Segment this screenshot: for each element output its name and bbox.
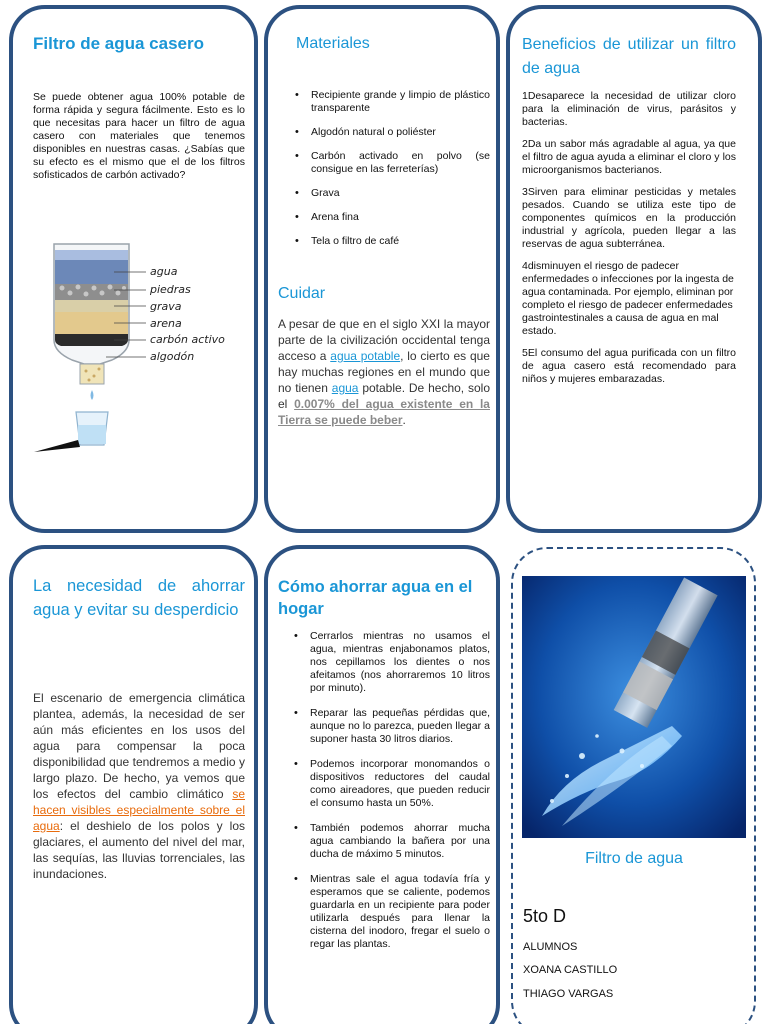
benefit-item: 1Desaparece la necesidad de utilizar cloro para la eliminación de virus, parásitos y bacterias. xyxy=(522,90,736,128)
link-efectos-agua[interactable]: se hacen visibles especialmente sobre el agua xyxy=(33,787,245,833)
tips-list xyxy=(286,630,490,951)
panel4-title: La necesidad de ahorrar agua y evitar su desperdicio xyxy=(33,577,245,619)
link-agua-potable[interactable]: agua potable xyxy=(330,349,401,363)
panel-materiales xyxy=(264,5,500,533)
benefit-item: 3Sirven para eliminar pesticidas y metales pesados. Cuando se utiliza este tipo de componentes químicos en la producción industrial y agrícola, pueden llegar a las reservas de agua subterránea. xyxy=(522,186,736,250)
panel5-title: Cómo ahorrar agua en el hogar xyxy=(278,578,473,618)
benefit-item: 5El consumo del agua purificada con un filtro de agua casero está recomendado para niños y mujeres embarazadas. xyxy=(522,347,736,385)
list-item: • Recipiente grande y limpio de plástico transparente xyxy=(287,89,490,115)
panel4-text-part: El escenario de emergencia climática plantea, además, la necesidad de ser aún más eficientes en los usos del agua para compensar la poca disponibilidad que tendremos a medio y largo plazo. De hecho, ya vemos que los efectos del cambio climático xyxy=(33,691,245,801)
care-text xyxy=(278,316,490,428)
link-agua[interactable]: agua xyxy=(331,381,359,395)
link-porcentaje-agua[interactable]: 0.007% del agua existente en la Tierra se puede beber xyxy=(278,397,490,427)
panel1-title: Filtro de agua casero xyxy=(33,34,204,53)
filter-bottle-illustration xyxy=(34,240,244,455)
filter-diagram xyxy=(34,240,244,455)
list-item: • Carbón activado en polvo (se consigue en las ferreterías) xyxy=(287,150,490,176)
list-item: • También podemos ahorrar mucha agua cambiando la bañera por una ducha de máximo 5 minutos. xyxy=(286,822,490,861)
list-item: • Grava xyxy=(287,187,490,200)
list-item: • Algodón natural o poliéster xyxy=(287,126,490,139)
label-carbon-activo: carbón activo xyxy=(150,333,225,346)
care-text-part: , lo cierto es que hay muchas regiones en el mundo que no tienen xyxy=(278,349,490,395)
care-text-part: potable. De hecho, solo el xyxy=(278,381,490,411)
label-piedras: piedras xyxy=(150,283,191,296)
panel4-text-part: : el deshielo de los polos y los glaciares, el aumento del nivel del mar, las sequías, las lluvias torrenciales, las inundaciones. xyxy=(33,819,245,881)
materials-list xyxy=(287,89,490,248)
cover-title: Filtro de agua xyxy=(585,850,683,867)
water-filter-photo xyxy=(522,576,746,838)
care-title: Cuidar xyxy=(278,285,326,302)
student-name: THIAGO VARGAS xyxy=(523,988,614,1000)
list-item: • Tela o filtro de café xyxy=(287,235,490,248)
list-item: • Cerrarlos mientras no usamos el agua, mientras enjabonamos platos, nos cepillamos los dientes o nos afeitamos (nos ahorraremos 10 litros por minuto). xyxy=(286,630,490,695)
label-arena: arena xyxy=(150,317,182,330)
benefit-item: 2Da un sabor más agradable al agua, ya que el filtro de agua ayuda a eliminar el cloro y los microorganismos bacterianos. xyxy=(522,138,736,176)
list-item: • Arena fina xyxy=(287,211,490,224)
list-item: • Reparar las pequeñas pérdidas que, aunque no lo parezca, pueden llegar a suponer hasta 30 litros diarios. xyxy=(286,707,490,746)
benefit-item: 4disminuyen el riesgo de padecer enfermedades o infecciones por la ingesta de agua contaminada. Por ejemplo, eliminan por completo el riesgo de padecer enfermedades gastrointestinales a causa de agua en mal estado. xyxy=(522,260,734,337)
benefits-list xyxy=(522,90,736,386)
label-grava: grava xyxy=(150,300,182,313)
cover-image xyxy=(522,576,746,838)
list-item: • Mientras sale el agua todavía fría y esperamos que se caliente, podemos guardarla en un recipiente para poder utilizarla después para llenar la cisterna del inodoro, fregar el suelo o regar las plantas. xyxy=(286,873,490,951)
label-algodon: algodón xyxy=(150,350,195,363)
panel2-title: Materiales xyxy=(296,35,370,52)
care-text-part: . xyxy=(402,413,406,427)
grade-label: 5to D xyxy=(523,906,567,926)
panel1-intro: Se puede obtener agua 100% potable de forma rápida y segura fácilmente. Esto es lo que necesitas para hacer un filtro de agua casero con materiales que tenemos disponibles en nuestras casas. ¿Sabías que su efecto es el mismo que el de los filtros sofisticados de carbón activado? xyxy=(33,91,245,181)
panel3-title: Beneficios de utilizar un filtro de agua xyxy=(522,36,736,77)
list-item: • Podemos incorporar monomandos o dispositivos reductores del caudal como aireadores, que pueden reducir el consumo hasta un 50%. xyxy=(286,758,490,810)
panel4-text xyxy=(33,690,245,882)
label-agua: agua xyxy=(150,265,178,278)
student-name: XOANA CASTILLO xyxy=(523,964,618,976)
students-label: ALUMNOS xyxy=(523,941,578,953)
care-text-part: A pesar de que en el siglo XXI la mayor parte de la civilización occidental tenga acceso a xyxy=(278,317,490,363)
